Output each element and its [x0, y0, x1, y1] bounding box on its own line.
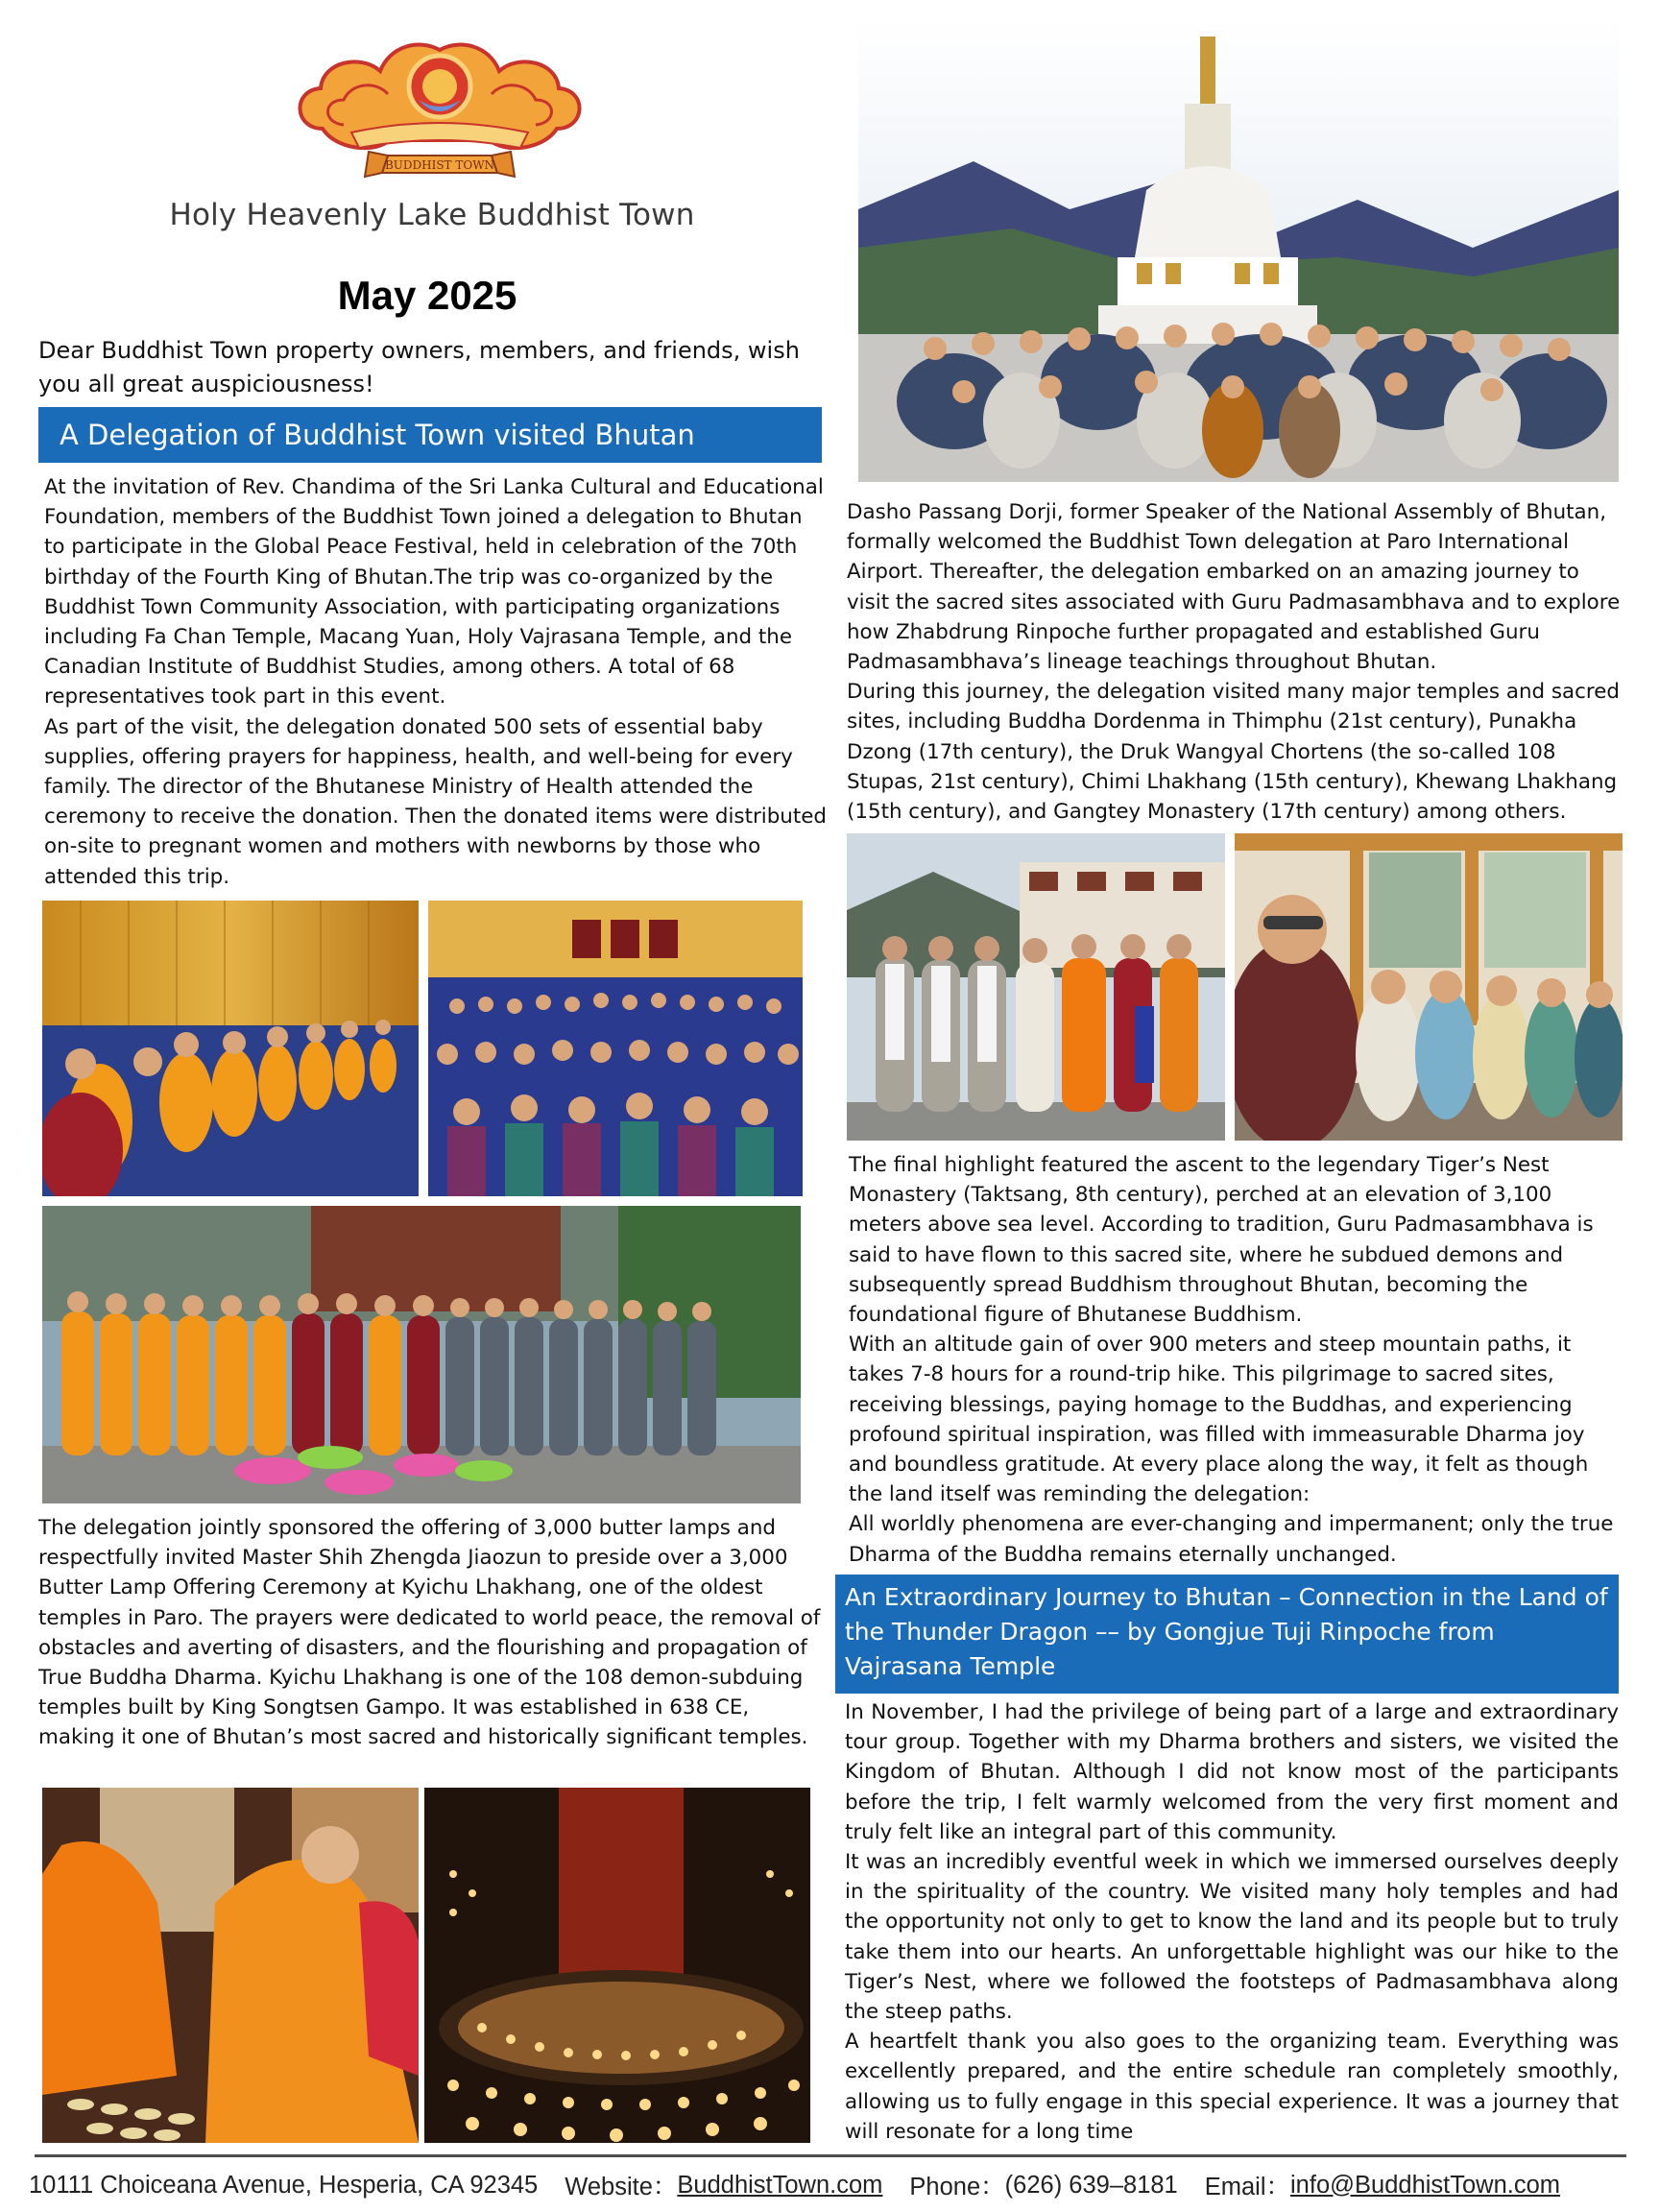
paragraph-tigers-nest: The final highlight featured the ascent to the legendary Tiger’s Nest Monastery (Taktsang, 8th century), perched at an elevation of 3,100 meters above sea level. According to tradition, Guru Padmasambhava is said to have flown to this sacred site, where he subdued demons and subsequently spread Buddhism throughout Bhutan, becoming the foundational figure of Bhutanese Buddhism.	[849, 1153, 1594, 1328]
footer-phone-label: Phone：	[909, 2174, 1005, 2200]
email-link[interactable]: info@BuddhistTown.com	[1290, 2171, 1561, 2199]
paragraph-thank-you: A heartfelt thank you also goes to the organizing team. Everything was excellently prepared, and the entire schedule ran completely smoothly, allowing us to fully engage in this special experience. It was a journey that will resonate for a long time	[845, 2030, 1619, 2144]
paragraph-hike: With an altitude gain of over 900 meters and steep mountain paths, it takes 7-8 hours for a round-trip hike. This pilgrimage to sacred sites, receiving blessings, paying homage to the Buddhas, and experiencing profound spiritual inspiration, was filled with immeasurable Dharma joy and boundless gratitude. At every place along the way, it felt as though the land itself was reminding the delegation:	[849, 1333, 1589, 1507]
butter-lamp-article: The delegation jointly sponsored the offering of 3,000 butter lamps and respectfully invited Master Shih Zhengda Jiaozun to preside over a 3,000 Butter Lamp Offering Ceremony at Kyichu Lhakhang, one of the oldest temples in Paro. The prayers were dedicated to world peace, the removal of obstacles and averting of disasters, and the flourishing and propagation of True Buddha Dharma. Kyichu Lhakhang is one of the 108 demon-subduing temples built by King Songtsen Gampo. It was established in 638 CE, making it one of Bhutan’s most sacred and historically significant temples.	[38, 1516, 821, 1750]
photo-hall-audience	[428, 901, 803, 1196]
website-link[interactable]: BuddhistTown.com	[677, 2171, 883, 2199]
photo-seated-prayers	[1235, 833, 1623, 1141]
tigers-nest-article	[849, 1150, 1626, 1570]
paragraph-invitation: At the invitation of Rev. Chandima of the Sri Lanka Cultural and Educational Foundation, members of the Buddhist Town joined a delegation to Bhutan to participate in the Global Peace Festival, held in celebration of the 70th birthday of the Fourth King of Bhutan.The trip was co-organized by the Buddhist Town Community Association, with participating organizations including Fa Chan Temple, Macang Yuan, Holy Vajrasana Temple, and the Canadian Institute of Buddhist Studies, among others. A total of 68 representatives took part in this event.	[44, 475, 824, 709]
paragraph-eventful-week: It was an incredibly eventful week in which we immersed ourselves deeply in the spirituality of the country. We visited many holy temples and had the opportunity not only to get to know the land and its people but to truly take them into our hearts. An unforgettable highlight was our hike to the Tiger’s Nest, where we followed the footsteps of Padmasambhava along the steep paths.	[845, 1850, 1619, 2025]
paragraph-welcome: Dasho Passang Dorji, former Speaker of the National Assembly of Bhutan, formally welcomed the Buddhist Town delegation at Paro International Airport. Thereafter, the delegation embarked on an amazing journey to visit the sacred sites associated with Guru Padmasambhava and to explore how Zhabdrung Rinpoche further propagated and established Guru Padmasambhava’s lineage teachings throughout Bhutan.	[847, 500, 1621, 675]
intro-article	[44, 472, 828, 892]
footer-email-label: Email：	[1204, 2174, 1291, 2200]
photo-lighting-lamps	[42, 1788, 419, 2143]
buddhist-town-logo	[284, 33, 595, 196]
footer-contact	[29, 2166, 1642, 2204]
footer-phone: (626) 639–8181	[1004, 2171, 1178, 2199]
section-title-extraordinary-journey: An Extraordinary Journey to Bhutan – Connection in the Land of the Thunder Dragon –– by Gongjue Tuji Rinpoche from Vajrasana Temple	[835, 1575, 1619, 1694]
paragraph-november: In November, I had the privilege of being part of a large and extraordinary tour group. Together with my Dharma brothers and sisters, we visited the Kingdom of Bhutan. Although I did not know most of the participants before the trip, I felt warmly welcomed from the very first moment and truly felt like an integral part of this community.	[845, 1700, 1619, 1844]
svg-text:BUDDHIST TOWN: BUDDHIST TOWN	[384, 158, 495, 172]
photo-monks-standing	[847, 833, 1225, 1141]
photo-butter-lamp-offering	[424, 1788, 810, 2143]
paragraph-impermanence: All worldly phenomena are ever-changing and impermanent; only the true Dharma of the Buddha remains eternally unchanged.	[849, 1512, 1614, 1567]
organization-name: Holy Heavenly Lake Buddhist Town	[169, 198, 695, 232]
footer-divider	[35, 2154, 1626, 2157]
paragraph-donation: As part of the visit, the delegation donated 500 sets of essential baby supplies, offering prayers for happiness, health, and well-being for every family. The director of the Bhutanese Ministry of Health attended the ceremony to receive the donation. Then the donated items were distributed on-site to pregnant women and mothers with newborns by those who attended this trip.	[44, 714, 827, 889]
rinpoche-article	[845, 1697, 1619, 2147]
greeting-text: Dear Buddhist Town property owners, members, and friends, wish you all great auspiciousness!	[38, 337, 800, 397]
footer-address: 10111 Choiceana Avenue, Hesperia, CA 92345	[29, 2171, 539, 2199]
photo-donation-group	[42, 1206, 801, 1503]
paragraph-sites: During this journey, the delegation visited many major temples and sacred sites, including Buddha Dordenma in Thimphu (21st century), Punakha Dzong (17th century), the Druk Wangyal Chortens (the so-called 108 Stupas, 21st century), Chimi Lhakhang (15th century), Khewang Lhakhang (15th century), and Gangtey Monastery (17th century) among others.	[847, 680, 1620, 825]
photo-memorial-chorten-group	[858, 17, 1619, 482]
journey-article	[847, 497, 1624, 827]
footer-website-label: Website：	[565, 2174, 678, 2200]
section-title-delegation: A Delegation of Buddhist Town visited Bhutan	[38, 407, 822, 463]
issue-date: May 2025	[337, 273, 517, 318]
photo-hall-front-row	[42, 901, 419, 1196]
